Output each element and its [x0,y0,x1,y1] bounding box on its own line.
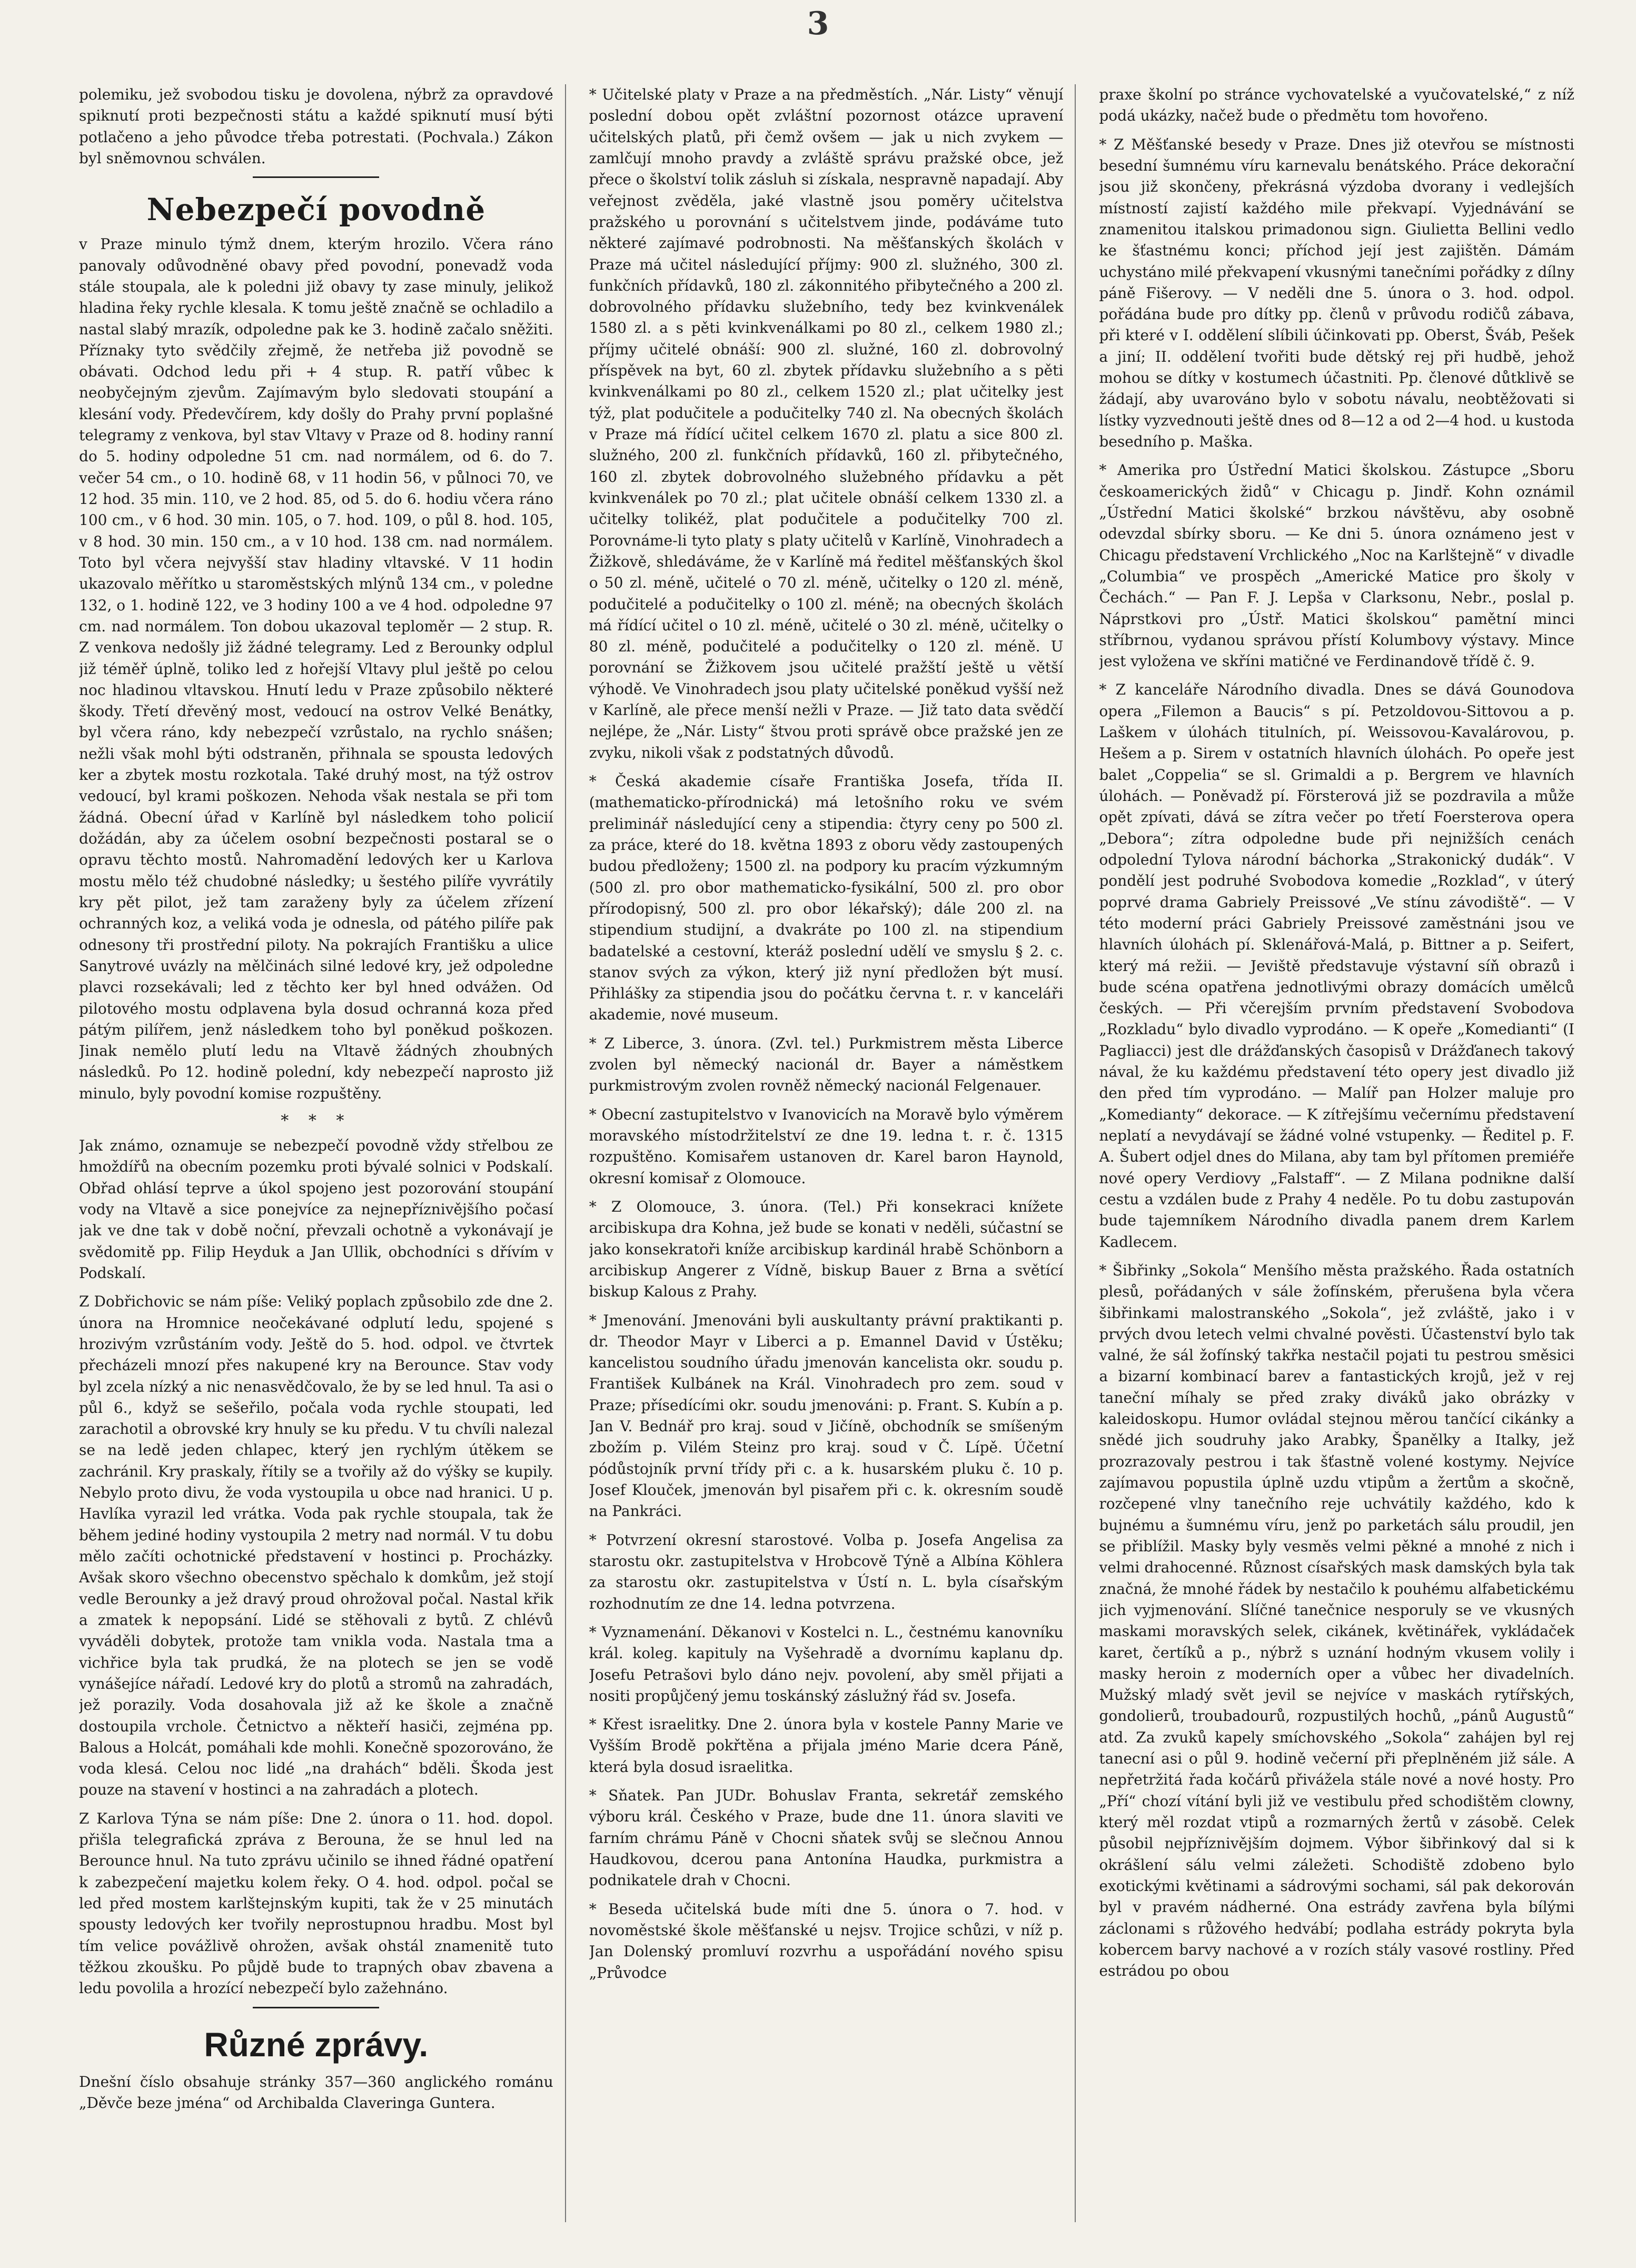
news-item: * Obecní zastupitelstvo v Ivanovicích na Moravě bylo výměrem moravského místodržitelství ze dne 19. ledna t. r. č. 1315 rozpuštěno. Komisařem ustanoven dr. Karel baron Haynold, okresní komisař z Olomouce. [589,1105,1064,1187]
news-item: * Z Olomouce, 3. února. (Tel.) Při konsekraci knížete arcibiskupa dra Kohna, jež bude se konati v neděli, súčastní se jako konsekratoři kníže arcibiskup kardinál hrabě Schönborn a arcibiskup Angerer z Vídně, biskup Bauer z Brna a světící biskup Kalous z Prahy. [589,1197,1064,1301]
article-paragraph: Z Dobřichovic se nám píše: Veliký poplach způsobilo zde dne 2. února na Hromnice neočekávané odplutí ledu, spojené s hrozivým vzrůstáním vody. Ještě do 5. hod. odpol. ve čtvrtek přecházeli mnozí přes nakupené kry na Berounce. Stav vody byl zcela nízký a nic nenasvědčovalo, že by se led hnul. Ta asi o půl 6., když se sešeřilo, počala voda rychle stoupati, led zarachotil a obrovské kry hnuly se ku předu. V tu chvíli nalezal se na ledě jeden chlapec, který jen rychlým útěkem se zachránil. Kry praskaly, řítily se a tvořily až do výšky se kupily. Nebylo proto divu, že voda vystoupila u obce nad hranici. U p. Havlíka vyrazil led vrátka. Voda pak rychle stoupala, tak že během jediné hodiny vystoupila 2 metry nad normál. V tu dobu mělo začíti ochotnické představení v hostinci p. Procházky. Avšak skoro všechno obecenstvo spěchalo k domkům, jež stojí vedle Berounky a jež dravý proud ohrožoval počal. Nastal křik a zmatek k nepopsání. Lidé se stěhovali z bytů. Z chlévů vyváděli dobytek, protože tam vnikla voda. Nastala tma a vichřice byla tak prudká, že na plotech se jen se vodě vynášejíce nářadí. Ledové kry do plotů a stromů na zahradách, jež porazily. Voda dosahovala již až ke škole a značně dostoupila vrchole. Četnictvo a někteří hasiči, zejména pp. Balous a Holcát, pomáhali kde mohli. Konečně spozorováno, že voda klesá. Celou noc lidé „na drahách“ bděli. Škoda jest pouze na stavení v hostinci a na zahradách a plotech. [79,1293,553,1799]
page-number: 3 [807,5,829,42]
news-item: * Křest israelitky. Dne 2. února byla v kostele Panny Marie ve Vyšším Brodě pokřtěna a přijala jméno Marie dcera Páně, která byla dosud israelitka. [589,1716,1064,1776]
column-3 [1099,84,1586,2222]
article-paragraph: Dnešní číslo obsahuje stránky 357—360 anglického románu „Děvče beze jména“ od Archibalda Claveringa Guntera. [79,2073,553,2112]
column-2 [589,84,1076,2222]
columns [79,84,1586,2236]
news-item: * Šibřinky „Sokola“ Menšího města pražského. Řada ostatních plesů, pořádaných v sále žofínském, přerušena byla včera šibřinkami malostranského „Sokola“, jež zvláště, jako i v prvých dvou letech velmi chvalné pověsti. Účastenství bylo tak valné, že sál žofínský takřka nestačil pojati tu pestrou směsici a bizarní kombinací barev a fantastických krojů, jež v rej taneční míhaly se před zraky diváků jako obrázky v kaleidoskopu. Humor ovládal stejnou měrou tančící cikánky a snědé jich soudruhy jako Arabky, Španělky a Italky, jež prozrazovaly pestrou i tak šťastně volené kostymy. Nejvíce zajímavou popustila úplně uzdu vtipům a žertům a skočně, rozčepené vlny tanečního reje uchvátily každého, kdo k bujnému a šumnému víru, jenž po parketách sálu proudil, jen se přiblížil. Masky byly vesměs velmi pěkné a mnohé z nich i velmi drahocenné. Různost císařských mask damských byla tak značná, že mnohé řádek by nestačilo k pouhému alfabetickému jich vyjmenování. Slíčné tanečnice nesporuly se ve vkusných maskami moravských selek, cikánek, květinářek, vykládaček karet, čertíků a p., nýbrž s uznání hodným vkusem volily i masky heroin z moderních oper a vůbec her divadelních. Mužský mladý svět jevil se nejvíce v maskách rytířských, gondolierů, troubadourů, rozpustilých hochů, „pánů Augustů“ atd. Za zvuků kapely smíchovského „Sokola“ zahájen byl rej tanecní asi o půl 9. hodině večerní při přeplněném již sále. A nepřetržitá řada kočárů přivážela stále nové a nové hosty. Pro „Pří“ chozí vítání byli již ve vestibulu před schodištěm clowny, který měl rozdat vtipů a rozmarných žertů v zásobě. Celek působil nejpříznivějším dojmem. Výbor šibřinkový dal si k okrášlení sálu velmi záležeti. Schodiště zdobeno bylo exotickými květinami a sádrovými sochami, sál pak dekorován byl v pravém nádherné. Ona estrády zavřena byla bílými záclonami s růžového hedvábí; podlaha estrády pokryta byla kobercem barvy nachové a v rozích stály vasové rostliny. Před estrádou po obou [1099,1261,1574,1980]
section-heading-news: Různé zprávy. [204,2025,429,2064]
news-item: * Jmenování. Jmenováni byli auskultanty právní praktikanti p. dr. Theodor Mayr v Liberci a p. Emannel David v Ústěku; kancelistou soudního úřadu jmenován kancelista okr. soudu p. František Kulbánek na Král. Vinohradech pro zem. soud v Praze; přísedícími okr. soudu jmenováni: p. Frant. S. Kubín a p. Jan V. Bednář pro kraj. soud v Jičíně, obchodník se smíšeným zbožím p. Vilém Steinz pro kraj. soud v Č. Lípě. Účetní pódůstojník první třídy při c. a k. husarském pluku č. 10 p. Josef Klouček, jmenován byl pisařem při c. k. okresním soudě na Pankráci. [589,1311,1064,1520]
news-item: praxe školní po stránce vychovatelské a vyučovatelské,“ z níž podá ukázky, načež bude o předmětu tom hovořeno. [1099,86,1574,125]
section-stars: * * * [281,1112,352,1131]
divider [253,176,379,178]
article-paragraph: Jak známo, oznamuje se nebezpečí povodně vždy střelbou ze hmoždířů na obecním pozemku proti bývalé solnici v Podskalí. Obřad ohlásí teprve a úkol spojeno jest pozorování stoupání vody na Vltavě a sice ponejvíce za nejnepříznivějšího počasí jak ve dne tak v době noční, převzali ochotně a vykonávají je svědomitě pp. Filip Heyduk a Jan Ullik, obchodníci s dřívím v Podskalí. [79,1137,553,1282]
news-item: * Učitelské platy v Praze a na předměstích. „Nár. Listy“ věnují poslední dobou opět zvláštní pozornost otázce upravení učitelských platů, při čemž ovšem — jak u nich zvykem — zamlčují mnoho pravdy a zvláště správu pražské obce, jež přece o školství tolik zásluh si získala, nespravně napadají. Aby veřejnost zvěděla, jaké vlastně jsou poměry učitelstva pražského u porovnání s učitelstvem jinde, podáváme tuto některé zajímavé podrobnosti. Na měšťanských školách v Praze má učitel následující příjmy: 900 zl. služného, 300 zl. funkčních přídavků, 180 zl. zákonnitého přibytečného a 200 zl. dobrovolného přídavku služebního, tedy bez kvinkvenálek 1580 zl. a s pěti kvinkvenálkami po 80 zl., celkem 1980 zl.; příjmy učitelé obnáší: 900 zl. služné, 160 zl. dobrovolný příspěvek na byt, 60 zl. zbytek přídavku služebního a s pěti kvinkvenálkami po 80 zl., celkem 1520 zl.; plat učitelky jest týž, plat podučitele a podučitelky 740 zl. Na obecných školách v Praze má řídící učitel celkem 1670 zl. platu a sice 800 zl. služného, 200 zl. funkčních přídavků, 160 zl. přibytečného, 160 zl. zbytek dobrovolného služebného přídavku a pět kvinkvenálek po 70 zl.; plat učitele obnáší celkem 1330 zl. a učitelky tolikéž, plat podučitele a podučitelky 700 zl. Porovnáme-li tyto platy s platy učitelů v Karlíně, Vinohradech a Žižkově, shledáváme, že v Karlíně má ředitel měšťanských škol o 50 zl. méně, učitelé o 70 zl. méně, učitelky o 120 zl. méně, podučitelé a podučitelky o 100 zl. méně; na obecných školách má řídící učitel o 10 zl. méně, učitelé o 30 zl. méně, učitelky o 80 zl. méně, podučitelé a podučitelky o 120 zl. méně. U porovnání se Žižkovem jsou učitelé pražští ještě u větší výhodě. Ve Vinohradech jsou platy učitelské poněkud vyšší než v Karlíně, ale přece menší nežli v Praze. — Již tato data svědčí nejlépe, že „Nár. Listy“ štvou proti správě obce pražské jen ze zvyku, nikoli však z podstatných důvodů. [589,86,1064,761]
news-item: * Potvrzení okresní starostové. Volba p. Josefa Angelisa za starostu okr. zastupitelstva v Hrobcově Týně a Albína Köhlera za starostu okr. zastupitelstva v Ústí n. L. byla císařským rozhodnutím ze dne 14. ledna potvrzena. [589,1531,1064,1612]
news-item: * Vyznamenání. Děkanovi v Kostelci n. L., čestnému kanovníku král. koleg. kapituly na Vyšehradě a dvornímu kaplanu dp. Josefu Petrašovi bylo dáno nejv. povolení, aby směl přijati a nositi propůjčený jemu toskánský záslužný řád sv. Josefa. [589,1623,1064,1705]
article-paragraph: v Praze minulo týmž dnem, kterým hrozilo. Včera ráno panovaly odůvodněné obavy před povodní, ponevadž voda stále stoupala, ale k poledni již obavy ty zase minuly, jelikož hladina řeky rychle klesala. K tomu ještě značně se ochladilo a nastal slabý mrazík, odpoledne pak ke 3. hodině začalo sněžiti. Příznaky tyto svědčily zřejmě, že netřeba již povodně se obávati. Odchod ledu při + 4 stup. R. patří vůbec k neobyčejným zjevům. Zajímavým bylo sledovati stoupání a klesání vody. Předevčírem, kdy došly do Prahy první poplašné telegramy z venkova, byl stav Vltavy v Praze od 8. hodiny ranní do 5. hodiny odpoledne 51 cm. nad normálem, od 6. do 7. večer 54 cm., o 10. hodině 68, v 11 hodin 56, v půlnoci 70, ve 12 hod. 35 min. 110, ve 2 hod. 85, od 5. do 6. hodiu včera ráno 100 cm., v 6 hod. 30 min. 105, o 7. hod. 109, o půl 8. hod. 105, v 8 hod. 30 min. 150 cm., a v 10 hod. 138 cm. nad normálem. Toto byl včera nejvyšší stav hladiny vltavské. V 11 hodin ukazovalo měřítko u staroměstských mlýnů 134 cm., v poledne 132, o 1. hodině 122, ve 3 hodiny 100 a ve 4 hod. odpoledne 97 cm. nad normálem. Ton dobou ukazoval teploměr — 2 stup. R. Z venkova nedošly již žádné telegramy. Led z Berounky odplul již téměř úplně, toliko led z hořejší Vltavy plul ještě po celou noc hladinou vltavskou. Hnutí ledu v Praze způsobilo některé škody. Třetí dřevěný most, vedoucí na ostrov Velké Benátky, byl včera ráno, kdy nebezpečí vzrůstalo, na rychlo snášen; nežli však mohl býti odstraněn, přihnala se spousta ledových ker a zbytek mostu rozkotala. Také druhý most, na týž ostrov vedoucí, byl krami poškozen. Nehoda však nestala se při tom žádná. Obecní úřad v Karlíně byl následkem toho policií dožádán, aby za účelem osobní bezpečnosti postaral se o opravu těchto mostů. Nahromadění ledových ker u Karlova mostu mělo též chudobné následky; u šestého pilíře vyvrátily kry pět pilot, jež tam zaraženy byly za účelem zřízení ochranných koz, a veliká voda je odnesla, od pátého pilíře pak odnesony tři prostřední piloty. Na pokrajích Františku a ulice Sanytrové uvázly na mělčinách silné ledové kry, jež odpoledne plavci rozsekávali; led z těchto ker byl hned odvážen. Od pilotového mostu odplavena byla dosud ochranná koza před pátým pilířem, jenž následkem toho byl poněkud poškozen. Jinak nemělo plutí ledu na Vltavě žádných zhoubných následků. Po 12. hodině polední, kdy nebezpečí naprosto již minulo, byly povodní komise rozpuštěny. [79,235,553,1102]
news-item: * Amerika pro Ústřední Matici školskou. Zástupce „Sboru českoamerických židů“ v Chicagu p. Jindř. Kohn oznámil „Ústřední Matici školské“ brzkou návštěvu, aby osobně odevzdal sbírky sboru. — Ke dni 5. února oznámeno jest v Chicagu představení Vrchlického „Noc na Karlštejně“ v divadle „Columbia“ ve prospěch „Americké Matice pro školy v Čechách.“ — Pan F. J. Lepša v Clarksonu, Nebr., poslal p. Náprstkovi pro „Ústř. Matici školskou“ pamětní minci stříbrnou, vydanou správou přístí Kolumbovy výstavy. Mince jest vyložena ve skříni matičné ve Ferdinandově třídě č. 9. [1099,461,1574,670]
column-1 [79,84,566,2222]
section-heading-flood: Nebezpečí povodně [146,192,486,228]
divider [253,2007,379,2008]
article-paragraph: Z Karlova Týna se nám píše: Dne 2. února o 11. hod. dopol. přišla telegrafická zpráva z Berouna, že se hnul led na Berounce hnul. Na tuto zprávu učinilo se ihned řádné opatření k zabezpečení majetku kolem řeky. O 4. hod. odpol. počal se led před mostem karlštejnským kupiti, tak že v 25 minutách spousty ledových ker tvořily neprostupnou hradbu. Most byl tím velice povážlivě ohrožen, avšak ohstál znamenitě tuto těžkou zkoušku. Po půjdě bude to trapných obav zbavena a ledu povolila a hrozící nebezpečí bylo zažehnáno. [79,1809,553,1997]
intro-paragraph: polemiku, jež svobodou tisku je dovolena, nýbrž za opravdové spiknutí proti bezpečnosti státu a každé spiknutí musí býti potlačeno a jeho původce třeba potrestati. (Pochvala.) Zákon byl sněmovnou schválen. [79,86,553,167]
news-item: * Sňatek. Pan JUDr. Bohuslav Franta, sekretář zemského výboru král. Českého v Praze, bude dne 11. února slaviti ve farním chrámu Páně v Chocni sňatek svůj se slečnou Annou Haudkovou, dcerou pana Antonína Haudka, purkmistra a podnikatele drah v Chocni. [589,1787,1064,1889]
news-item: * Z kanceláře Národního divadla. Dnes se dává Gounodova opera „Filemon a Baucis“ s pí. Petzoldovou-Sittovou a p. Laškem v úlohách titulních, pí. Weissovou-Kavalárovou, p. Hešem a p. Sirem v ostatních hlavních úlohách. Po opeře jest balet „Coppelia“ se sl. Grimaldi a p. Bergrem ve hlavních úlohách. — Poněvadž pí. Försterová již se pozdravila a může opět zpívati, dává se zítra večer po třetí Foersterova opera „Debora“; zítra odpoledne bude při nejnižších cenách odpolední Tylova národní báchorka „Strakonický dudák“. V pondělí jest podruhé Svobodova komedie „Rozklad“, v úterý poprvé drama Gabriely Preissové „Ve stínu závodiště“. — V této moderní práci Gabriely Preissové zaměstnáni jsou ve hlavních úlohách pí. Sklenářová-Malá, p. Bittner a p. Seifert, který má režii. — Jeviště představuje výstavní síň obrazů i bude scéna opatřena jednotlivými obrazy domácích umělců českých. — Při včerejším prvním představení Svobodova „Rozkladu“ bylo divadlo vyprodáno. — K opeře „Komedianti“ (I Pagliacci) jest dle drážďanských časopisů v Drážďanech takový nával, že ku každému představení této opery jest divadlo již den před tím vyprodáno. — Malíř pan Holzer maluje pro „Komedianty“ dekorace. — K zítřejšímu večernímu představení neplatí a nevydávají se žádné volné vstupenky. — Ředitel p. F. A. Šubert odjel dnes do Milana, aby tam byl přítomen premiéře nové opery Verdiovy „Falstaff“. — Z Milana podnikne další cestu a vzdálen bude z Prahy 4 neděle. Po tu dobu zastupován bude tajemníkem Národního divadla panem drem Karlem Kadlecem. [1099,681,1574,1251]
news-item: * Z Liberce, 3. února. (Zvl. tel.) Purkmistrem města Liberce zvolen byl německý nacionál dr. Bayer a náměstkem purkmistrovým zvolen rovněž německý nacionál Felgenauer. [589,1034,1064,1095]
news-item: * Z Měšťanské besedy v Praze. Dnes již otevřou se místnosti besední šumnému víru karnevalu benátského. Práce dekorační jsou již skončeny, překrásná výzdoba dvorany i vedlejších místností zajistí každého mile překvapí. Vyjednávání se znamenitou italskou primadonou sign. Giulietta Bellini vedlo ke šťastnému konci; příchod její jest zajištěn. Dámám uchystáno milé překvapení vkusnými tanečními pořádky z dílny páně Fišerovy. — V neděli dne 5. února o 3. hod. odpol. pořádána bude pro dítky pp. členů v průvodu rodičů zábava, při které v I. oddělení slíbili účinkovati pp. Oberst, Šváb, Pešek a jiní; II. oddělení tvořiti bude dětský rej při hudbě, jehož mohou se dítky v kostumech účastniti. Pp. členové důtklivě se žádají, aby uvarováno bylo v sobotu návalu, neobtěžovati si lístky vyzvednouti ještě dnes od 8—12 a od 2—4 hod. u kustoda besedního p. Maška. [1099,135,1574,450]
news-item: * Beseda učitelská bude míti dne 5. února o 7. hod. v novoměstské škole měšťanské u nejsv. Trojice schůzi, v níž p. Jan Dolenský promluví rozvrhu a uspořádání nového spisu „Průvodce [589,1900,1064,1982]
news-item: * Česká akademie císaře Františka Josefa, třída II. (mathematicko-přírodnická) má letošního roku ve svém preliminář následující ceny a stipendia: čtyry ceny po 500 zl. za práce, které do 18. května 1893 z oboru vědy zastoupených budou předloženy; 1500 zl. na podpory ku pracím výzkumným (500 zl. pro obor mathematicko-fysikální, 500 zl. pro obor přírodopisný, 500 zl. pro obor lékařský); dále 200 zl. na stipendium studijní, a dvakráte po 100 zl. na stipendium badatelské a cestovní, kteráž poslední udělí ve smyslu § 2. c. stanov svých za výkon, který již nyní předložen být musí. Přihlášky za stipendia jsou do počátku června t. r. v kanceláři akademie, nové museum. [589,772,1064,1024]
